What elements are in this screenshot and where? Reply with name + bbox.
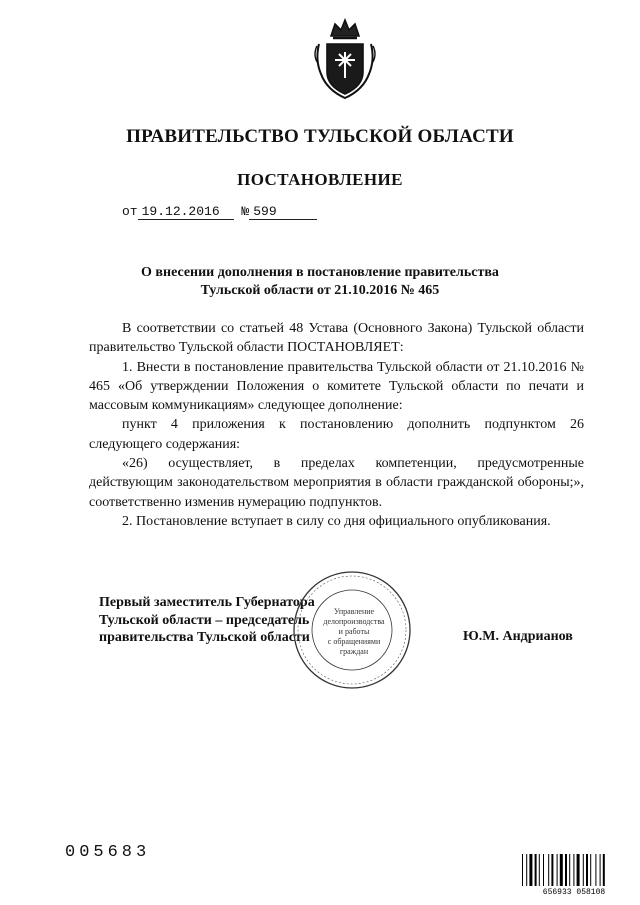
body-paragraph: В соответствии со статьей 48 Устава (Основного Закона) Тульской области правительство Тульской области ПОСТАНОВЛЯЕТ: — [89, 321, 584, 356]
body-paragraph: 2. Постановление вступает в силу со дня официального опубликования. — [122, 513, 551, 529]
position-line-3: правительства Тульской области — [99, 630, 310, 645]
official-stamp — [290, 568, 414, 692]
stamp-line-3: и работы — [338, 627, 370, 636]
stamp-line-5: граждан — [339, 647, 369, 656]
organization-name: ПРАВИТЕЛЬСТВО ТУЛЬСКОЙ ОБЛАСТИ — [126, 126, 514, 147]
coat-of-arms-icon — [313, 14, 377, 102]
number-prefix: № — [241, 204, 250, 219]
barcode-number: 656933 058108 — [542, 888, 606, 896]
body-paragraph: «26) осуществляет, в пределах компетенции, предусмотренные действующим законодательством мероприятия в области гражданской обороны;», соответственно изменив нумерацию подпунктов. — [89, 456, 584, 510]
body-paragraph: пункт 4 приложения к постановлению дополнить подпунктом 26 следующего содержания: — [89, 417, 584, 452]
document-type: ПОСТАНОВЛЕНИЕ — [237, 170, 403, 189]
position-line-2: Тульской области – председатель — [99, 612, 310, 628]
stamp-line-1: Управление — [333, 607, 375, 616]
registration-number: 005683 — [65, 843, 151, 862]
position-line-1: Первый заместитель Губернатора — [99, 595, 315, 610]
stamp-line-4: с обращениями — [327, 637, 381, 646]
signatory-name: Ю.М. Андрианов — [463, 629, 573, 644]
subject-line-1: О внесении дополнения в постановление правительства — [141, 265, 499, 280]
barcode — [520, 852, 628, 896]
document-subject — [0, 264, 640, 300]
document-number: 599 — [249, 204, 317, 220]
date-prefix: от — [122, 204, 138, 219]
signatory-position — [99, 594, 315, 647]
stamp-line-2: делопроизводства — [323, 617, 385, 626]
subject-line-2: Тульской области от 21.10.2016 № 465 — [200, 283, 440, 298]
document-date: 19.12.2016 — [138, 204, 234, 220]
requisites-line — [122, 204, 317, 220]
body-paragraph: 1. Внести в постановление правительства Тульской области от 21.10.2016 № 465 «Об утверждении Положения о комитете Тульской области по печати и массовым коммуникациям» следующее дополнение: — [89, 359, 584, 414]
document-body — [89, 319, 584, 531]
